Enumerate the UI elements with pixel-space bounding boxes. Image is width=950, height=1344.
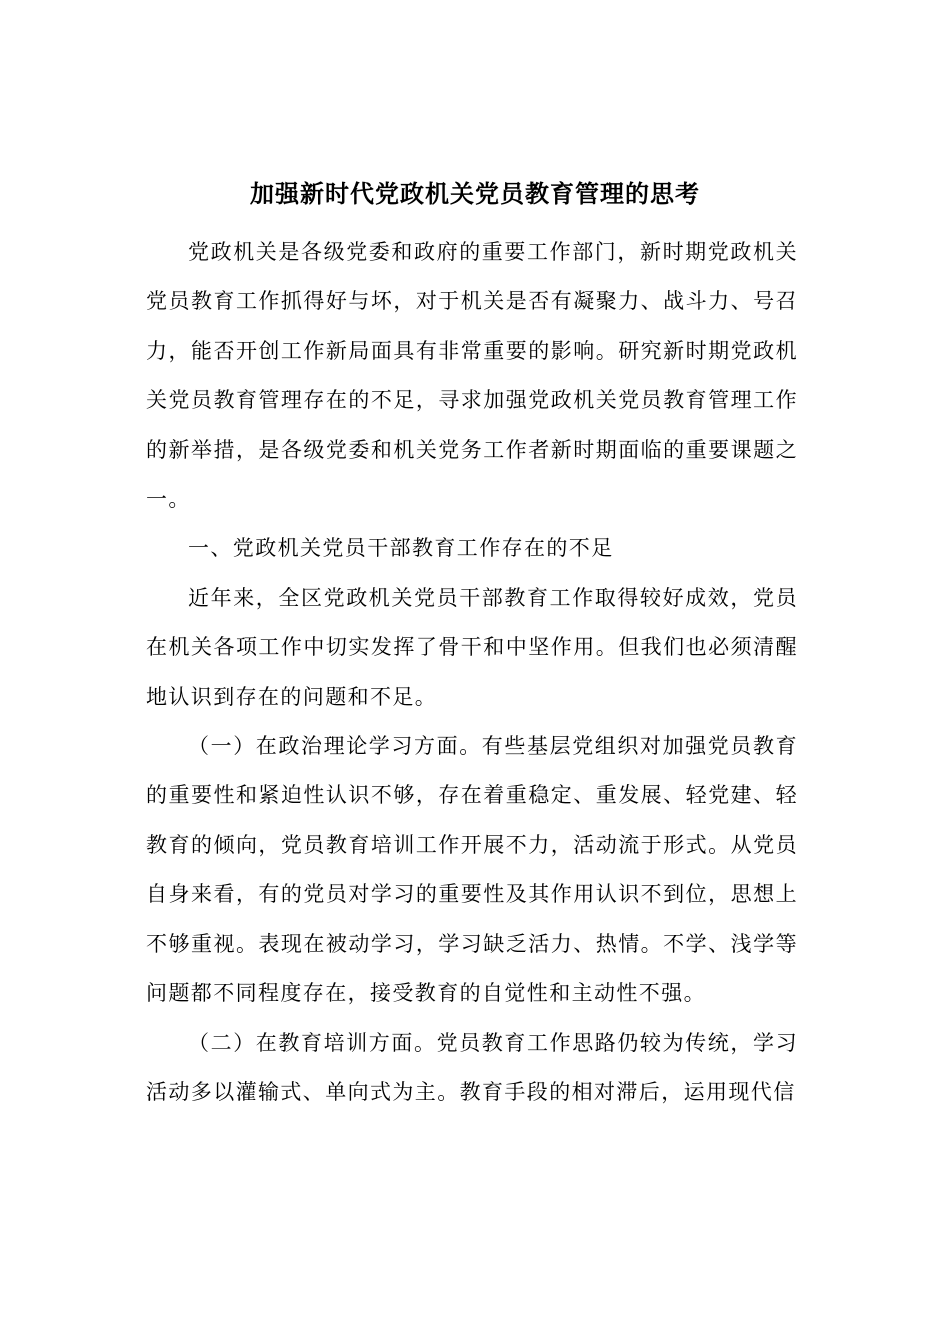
paragraph-subsection-2: （二）在教育培训方面。党员教育工作思路仍较为传统，学习活动多以灌输式、单向式为主。教育手段的相对滞后，运用现代信 bbox=[146, 1030, 798, 1104]
document-body bbox=[146, 228, 798, 1117]
paragraph-intro: 党政机关是各级党委和政府的重要工作部门，新时期党政机关党员教育工作抓得好与坏，对于机关是否有凝聚力、战斗力、号召力，能否开创工作新局面具有非常重要的影响。研究新时期党政机关党员教育管理存在的不足，寻求加强党政机关党员教育管理工作的新举措，是各级党委和机关党务工作者新时期面临的重要课题之一。 bbox=[146, 240, 798, 512]
document-title: 加强新时代党政机关党员教育管理的思考 bbox=[250, 179, 700, 209]
paragraph-overview: 近年来，全区党政机关党员干部教育工作取得较好成效，党员在机关各项工作中切实发挥了骨干和中坚作用。但我们也必须清醒地认识到存在的问题和不足。 bbox=[146, 585, 798, 709]
section-heading-1: 一、党政机关党员干部教育工作存在的不足 bbox=[188, 536, 614, 561]
paragraph-subsection-1: （一）在政治理论学习方面。有些基层党组织对加强党员教育的重要性和紧迫性认识不够，存在着重稳定、重发展、轻党建、轻教育的倾向，党员教育培训工作开展不力，活动流于形式。从党员自身来看，有的党员对学习的重要性及其作用认识不到位，思想上不够重视。表现在被动学习，学习缺乏活力、热情。不学、浅学等问题都不同程度存在，接受教育的自觉性和主动性不强。 bbox=[146, 734, 798, 1006]
